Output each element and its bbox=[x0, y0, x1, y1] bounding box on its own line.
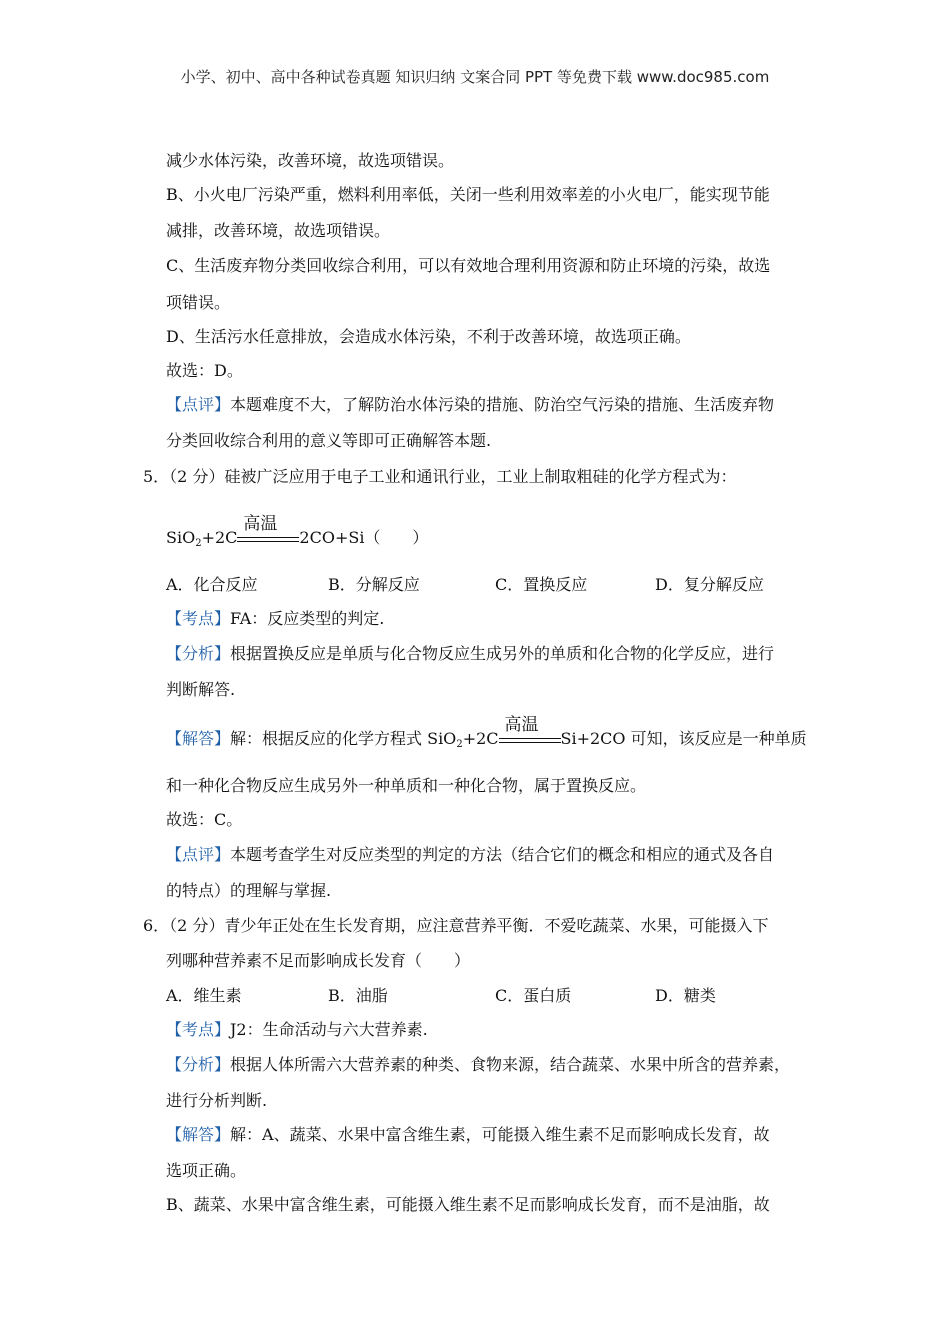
text-line: 故选：D。 bbox=[166, 361, 243, 380]
point-line: 【考点】FA：反应类型的判定. bbox=[166, 609, 385, 628]
analysis-tag: 【分析】 bbox=[166, 644, 231, 663]
question-5-equation: SiO$_2$+2C 高温 2CO+Si（ ） bbox=[166, 513, 429, 549]
analysis-line: 【分析】根据人体所需六大营养素的种类、食物来源，结合蔬菜、水果中所含的营养素， bbox=[166, 1055, 791, 1074]
analysis-line: 【分析】根据置换反应是单质与化合物反应生成另外的单质和化合物的化学反应，进行 bbox=[166, 644, 775, 663]
text-line: 故选：C。 bbox=[166, 810, 243, 829]
reaction-arrow: 高温 bbox=[237, 531, 299, 547]
review-line: 【点评】本题考查学生对反应类型的判定的方法（结合它们的概念和相应的通式及各自 bbox=[166, 845, 775, 864]
text-line: B、蔬菜、水果中富含维生素，可能摄入维生素不足而影响成长发育，而不是油脂，故 bbox=[166, 1195, 770, 1214]
point-tag: 【考点】 bbox=[166, 1020, 231, 1039]
text-line: 进行分析判断. bbox=[166, 1091, 268, 1110]
point-line: 【考点】J2：生命活动与六大营养素. bbox=[166, 1020, 428, 1039]
answer-line: 【解答】解：根据反应的化学方程式 SiO$_2$+2C 高温 Si+2CO 可知，该反应是一种单质 bbox=[166, 714, 807, 750]
text-line: 列哪种营养素不足而影响成长发育（ ） bbox=[166, 951, 471, 970]
question-5-stem: 5．（2 分）硅被广泛应用于电子工业和通讯行业，工业上制取粗硅的化学方程式为： bbox=[143, 467, 737, 486]
text-line: 的特点）的理解与掌握. bbox=[166, 881, 332, 900]
reaction-arrow: 高温 bbox=[499, 732, 561, 748]
answer-tag: 【解答】 bbox=[166, 729, 231, 748]
text-line: 减排，改善环境，故选项错误。 bbox=[166, 221, 391, 240]
review-line: 【点评】本题难度不大，了解防治水体污染的措施、防治空气污染的措施、生活废弃物 bbox=[166, 395, 775, 414]
text-line: 分类回收综合利用的意义等即可正确解答本题. bbox=[166, 431, 492, 450]
text-line: C、生活废弃物分类回收综合利用，可以有效地合理利用资源和防止环境的污染，故选 bbox=[166, 256, 771, 275]
question-6-stem: 6．（2 分）青少年正处在生长发育期，应注意营养平衡．不爱吃蔬菜、水果，可能摄入下 bbox=[143, 916, 769, 935]
option-d: D．复分解反应 bbox=[655, 575, 764, 594]
text-line: D、生活污水任意排放，会造成水体污染，不利于改善环境，故选项正确。 bbox=[166, 327, 691, 346]
page-header: 小学、初中、高中各种试卷真题 知识归纳 文案合同 PPT 等免费下载 www.doc985.com bbox=[180, 68, 770, 86]
option-c: C．置换反应 bbox=[495, 575, 588, 594]
answer-line: 【解答】解：A、蔬菜、水果中富含维生素，可能摄入维生素不足而影响成长发育，故 bbox=[166, 1125, 770, 1144]
review-tag: 【点评】 bbox=[166, 395, 231, 414]
option-d: D．糖类 bbox=[655, 986, 716, 1005]
answer-tag: 【解答】 bbox=[166, 1125, 231, 1144]
option-c: C．蛋白质 bbox=[495, 986, 572, 1005]
text-line: 选项正确。 bbox=[166, 1161, 247, 1180]
option-a: A．维生素 bbox=[166, 986, 242, 1005]
point-tag: 【考点】 bbox=[166, 609, 231, 628]
text-line: 和一种化合物反应生成另外一种单质和一种化合物，属于置换反应。 bbox=[166, 776, 647, 795]
option-b: B．分解反应 bbox=[328, 575, 420, 594]
text-line: B、小火电厂污染严重，燃料利用率低，关闭一些利用效率差的小火电厂，能实现节能 bbox=[166, 185, 770, 204]
analysis-tag: 【分析】 bbox=[166, 1055, 231, 1074]
option-b: B．油脂 bbox=[328, 986, 388, 1005]
text-line: 项错误。 bbox=[166, 293, 231, 312]
option-a: A．化合反应 bbox=[166, 575, 258, 594]
review-tag: 【点评】 bbox=[166, 845, 231, 864]
text-line: 判断解答. bbox=[166, 680, 236, 699]
text-line: 减少水体污染，改善环境，故选项错误。 bbox=[166, 151, 455, 170]
